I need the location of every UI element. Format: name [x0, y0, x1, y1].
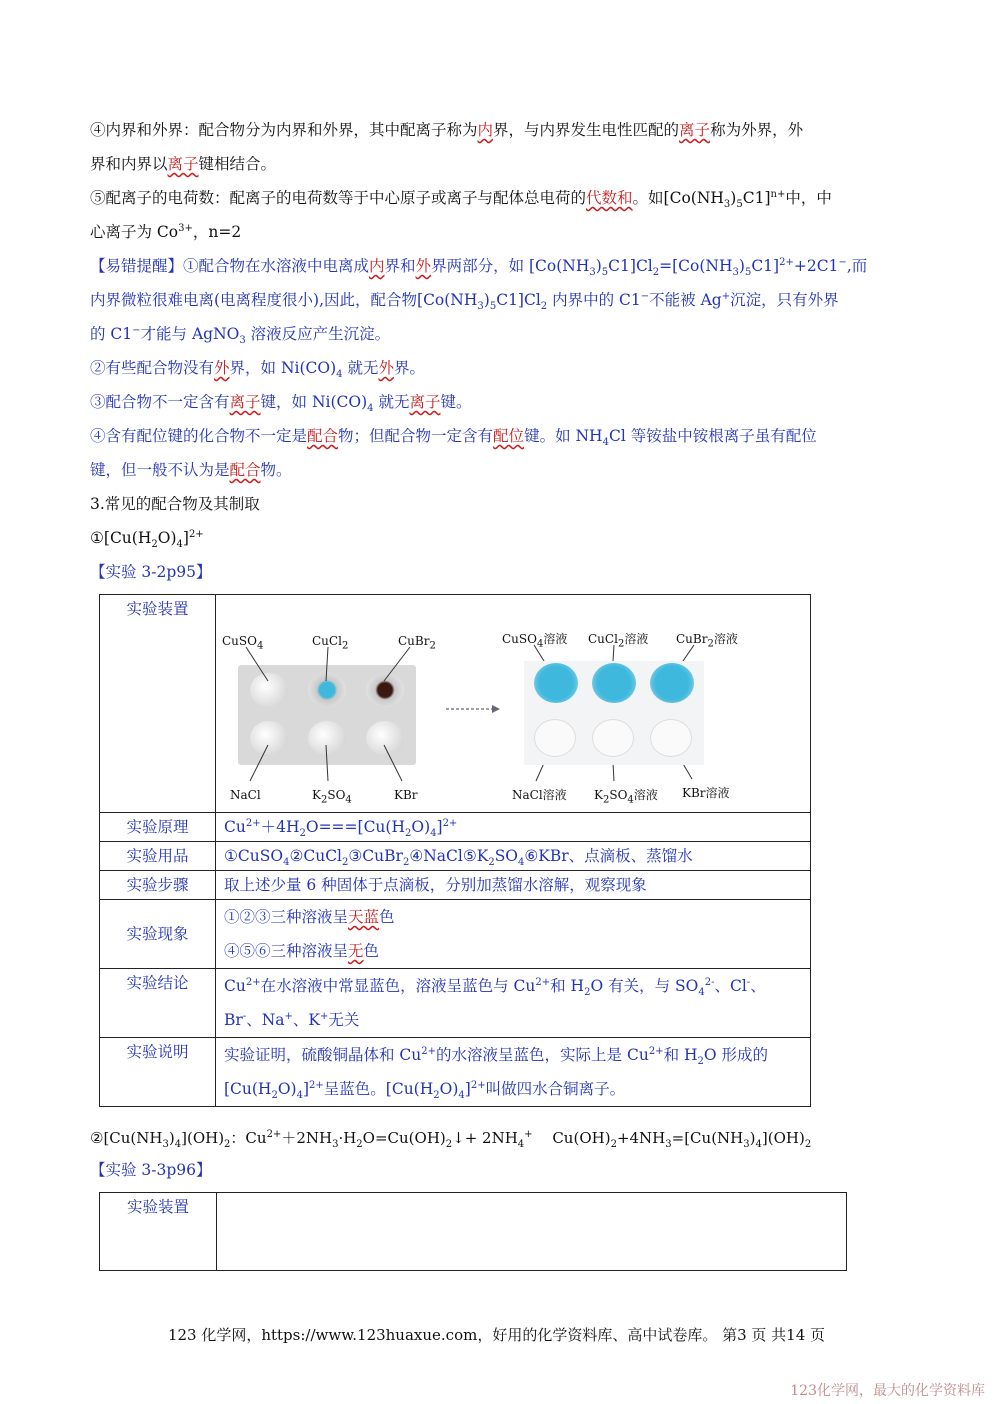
conclusion-text: $Cu^{2+}$在水溶液中常显蓝色，溶液呈蓝色与 $Cu^{2+}$和 $H_2O$ 有关，与 $SO_4^{2-}$、Cl-、 Br-、Na+、K+无关	[216, 969, 811, 1038]
materials-list: $①CuSO_4②CuCl_2③CuBr_2④NaCl⑤K_2SO_4⑥KBr$、点滴板、蒸馏水	[216, 842, 811, 871]
experiment-label-1: 【实验 3-2p95】	[90, 563, 212, 581]
apparatus-image	[216, 595, 811, 813]
well-cuso4-solution	[534, 663, 578, 703]
row-label-principle: 实验原理	[100, 813, 216, 842]
label-cucl2: CuCl$_2$	[312, 634, 349, 652]
row-label-explanation: 实验说明	[100, 1038, 216, 1107]
para-charge: ⑤配离子的电荷数：配离子的电荷数等于中心原子或离子与配体总电荷的代数和。如$[Co(NH_3)_5C1]^{n+}$中，中	[90, 188, 832, 211]
tip-line-2: 内界微粒很难电离(电离程度很小),因此，配合物$[Co(NH_3)_5C1]Cl_2$ 内界中的 C1−不能被 Ag+沉淀，只有外界	[90, 290, 839, 313]
well-kbr-solution	[650, 719, 692, 757]
item-cu-h2o: $①[Cu(H_2O)_4]^{2+}$	[90, 528, 204, 551]
principle-equation: $Cu^{2+}+4H_2O===[Cu(H_2O)_4]^{2+}$	[216, 813, 811, 842]
tip-line-5: ③配合物不一定含有离子键，如 $Ni(CO)_4$ 就无离子键。	[90, 393, 472, 415]
para-charge-cont: 心离子为 $Co^{3+}$，n=2	[90, 222, 242, 241]
row-label-phenomena: 实验现象	[100, 900, 216, 969]
phenomena-text: ①②③三种溶液呈天蓝色 ④⑤⑥三种溶液呈无色	[216, 900, 811, 969]
label-k2so4-solution: $K_2SO_4$溶液	[594, 788, 658, 806]
tip-line-7: 键，但一般不认为是配合物。	[90, 461, 292, 479]
row-label-materials: 实验用品	[100, 842, 216, 871]
watermark: 123化学网，最大的化学资料库	[790, 1383, 985, 1399]
label-cubr2: CuBr$_2$	[398, 634, 436, 652]
well-cubr2-solution	[650, 663, 694, 703]
pointer-lines	[216, 595, 810, 811]
label-cuso4: CuSO$_4$	[222, 634, 264, 652]
tip-line-1: 【易错提醒】①配合物在水溶液中电离成内界和外界两部分，如 $[Co(NH_3)_5C1]Cl_2=[Co(NH_3)_5C1]^{2+}+2C1^-$,而	[90, 256, 868, 279]
label-cubr2-solution: CuBr$_2$溶液	[676, 632, 738, 650]
para-inner-outer-cont: 界和内界以离子键相结合。	[90, 155, 277, 173]
tip-line-3: 的 C1−才能与 AgNO$_3$ 溶液反应产生沉淀。	[90, 324, 391, 347]
page-footer: 123 化学网，https://www.123huaxue.com，好用的化学资料库、高中试卷库。 第3 页 共14 页	[167, 1326, 826, 1344]
label-cucl2-solution: CuCl$_2$溶液	[588, 632, 649, 650]
experiment-table-1	[99, 594, 811, 1107]
row-label-steps: 实验步骤	[100, 871, 216, 900]
label-cuso4-solution: CuSO$_4$溶液	[502, 632, 568, 650]
label-k2so4: $K_2SO_4$	[312, 788, 352, 806]
tip-line-4: ②有些配合物没有外界，如 $Ni(CO)_4$ 就无外界。	[90, 359, 425, 381]
experiment-label-2: 【实验 3-3p96】	[90, 1161, 212, 1179]
tip-line-6: ④含有配位键的化合物不一定是配合物；但配合物一定含有配位键。如 $NH_4Cl$ 等铵盐中铵根离子虽有配位	[90, 427, 817, 449]
label-nacl-solution: NaCl溶液	[512, 788, 567, 802]
label-kbr-solution: KBr溶液	[682, 786, 730, 800]
row-label-apparatus: 实验装置	[100, 595, 216, 813]
row-label-apparatus-2: 实验装置	[100, 1193, 217, 1271]
label-kbr: KBr	[394, 788, 418, 802]
well-cucl2-solution	[592, 663, 636, 703]
item-cu-nh3: $②[Cu(NH_3)_4](OH)_2$：$Cu^{2+}+2NH_3\cdot H_2O=Cu(OH)_2↓+ 2NH_4^+$ $Cu(OH)_2+4NH_3=[Cu(NH_3)_4](OH)_2$	[90, 1129, 812, 1150]
explanation-text: 实验证明，硫酸铜晶体和 $Cu^{2+}$的水溶液呈蓝色，实际上是 $Cu^{2+}$和 $H_2O$ 形成的 $[Cu(H_2O)_4]^{2+}$呈蓝色。$[Cu(H_2O)_4]^{2+}$叫做四水合铜离子。	[216, 1038, 811, 1107]
label-nacl: NaCl	[230, 788, 261, 802]
para-inner-outer: ④内界和外界：配合物分为内界和外界，其中配离子称为内界，与内界发生电性匹配的离子称为外界，外	[90, 121, 804, 139]
section-heading-3: 3.常见的配合物及其制取	[90, 495, 260, 513]
experiment-table-2	[99, 1192, 847, 1271]
steps-text: 取上述少量 6 种固体于点滴板，分别加蒸馏水溶解，观察现象	[216, 871, 811, 900]
apparatus-empty-cell	[217, 1193, 847, 1271]
well-nacl-solution	[534, 719, 576, 757]
well-k2so4-solution	[592, 719, 634, 757]
row-label-conclusion: 实验结论	[100, 969, 216, 1038]
